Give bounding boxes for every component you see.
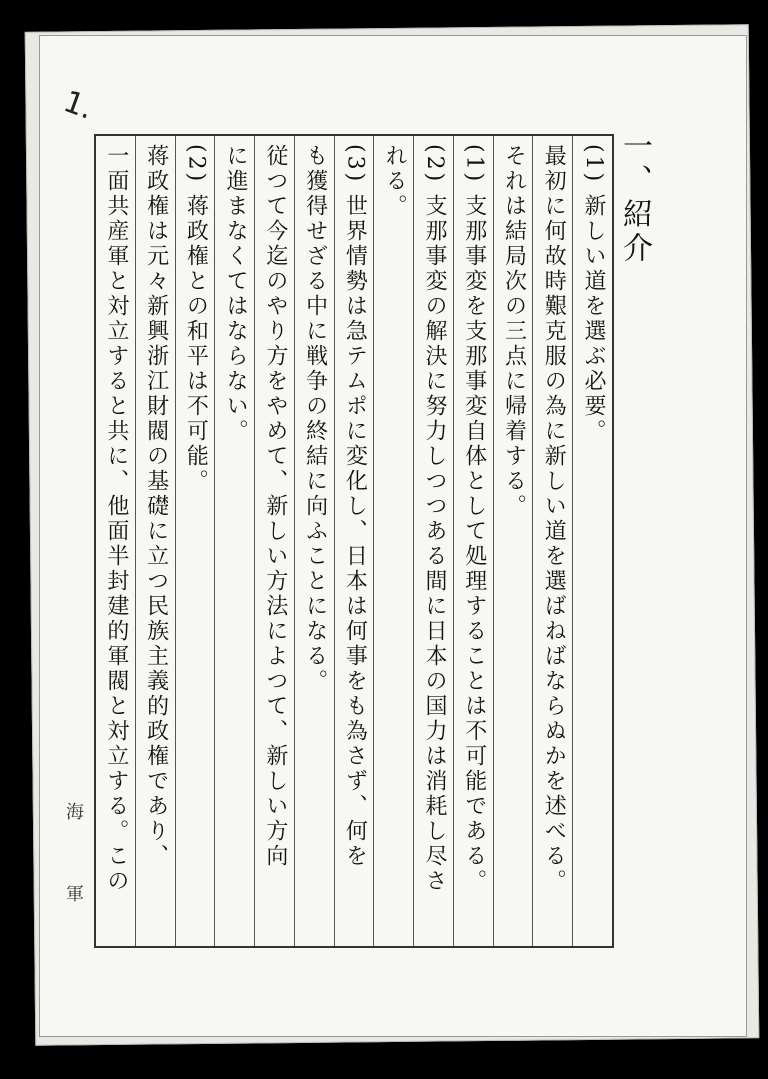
manuscript-line: れる。 bbox=[373, 136, 413, 946]
manuscript-line: それは結局次の三点に帰着する。 bbox=[493, 136, 533, 946]
manuscript-grid bbox=[94, 134, 614, 948]
manuscript-line: (1) 支那事変を支那事変自体として処理することは不可能である。 bbox=[453, 136, 493, 946]
margin-stamp-navy: 海 bbox=[66, 802, 84, 823]
page-number: 1. bbox=[58, 84, 98, 127]
manuscript-line: 蒋政権は元々新興浙江財閥の基礎に立つ民族主義的政権であり、 bbox=[135, 136, 175, 946]
manuscript-line: に進まなくてはならない。 bbox=[214, 136, 254, 946]
manuscript-line: 一面共産軍と対立すると共に、他面半封建的軍閥と対立する。この bbox=[103, 144, 129, 894]
manuscript-line: 最初に何故時艱克服の為に新しい道を選ばねばならぬかを述べる。 bbox=[532, 136, 572, 946]
manuscript-line: 従つて今迄のやり方をやめて、新しい方法によつて、新しい方向 bbox=[254, 136, 294, 946]
manuscript-line: (1) 新しい道を選ぶ必要。 bbox=[572, 136, 612, 946]
manuscript-line: (2) 蒋政権との和平は不可能。 bbox=[175, 136, 215, 946]
manuscript-line: (3) 世界情勢は急テムポに変化し、日本は何事をも為さず、何を bbox=[334, 136, 374, 946]
manuscript-line: (2) 支那事変の解決に努力しつつある間に日本の国力は消耗し尽さ bbox=[413, 136, 453, 946]
manuscript-line: も獲得せざる中に戦争の終結に向ふことになる。 bbox=[294, 136, 334, 946]
margin-stamp-army: 軍 bbox=[66, 884, 84, 905]
section-heading: 一、紹介 bbox=[617, 130, 652, 266]
